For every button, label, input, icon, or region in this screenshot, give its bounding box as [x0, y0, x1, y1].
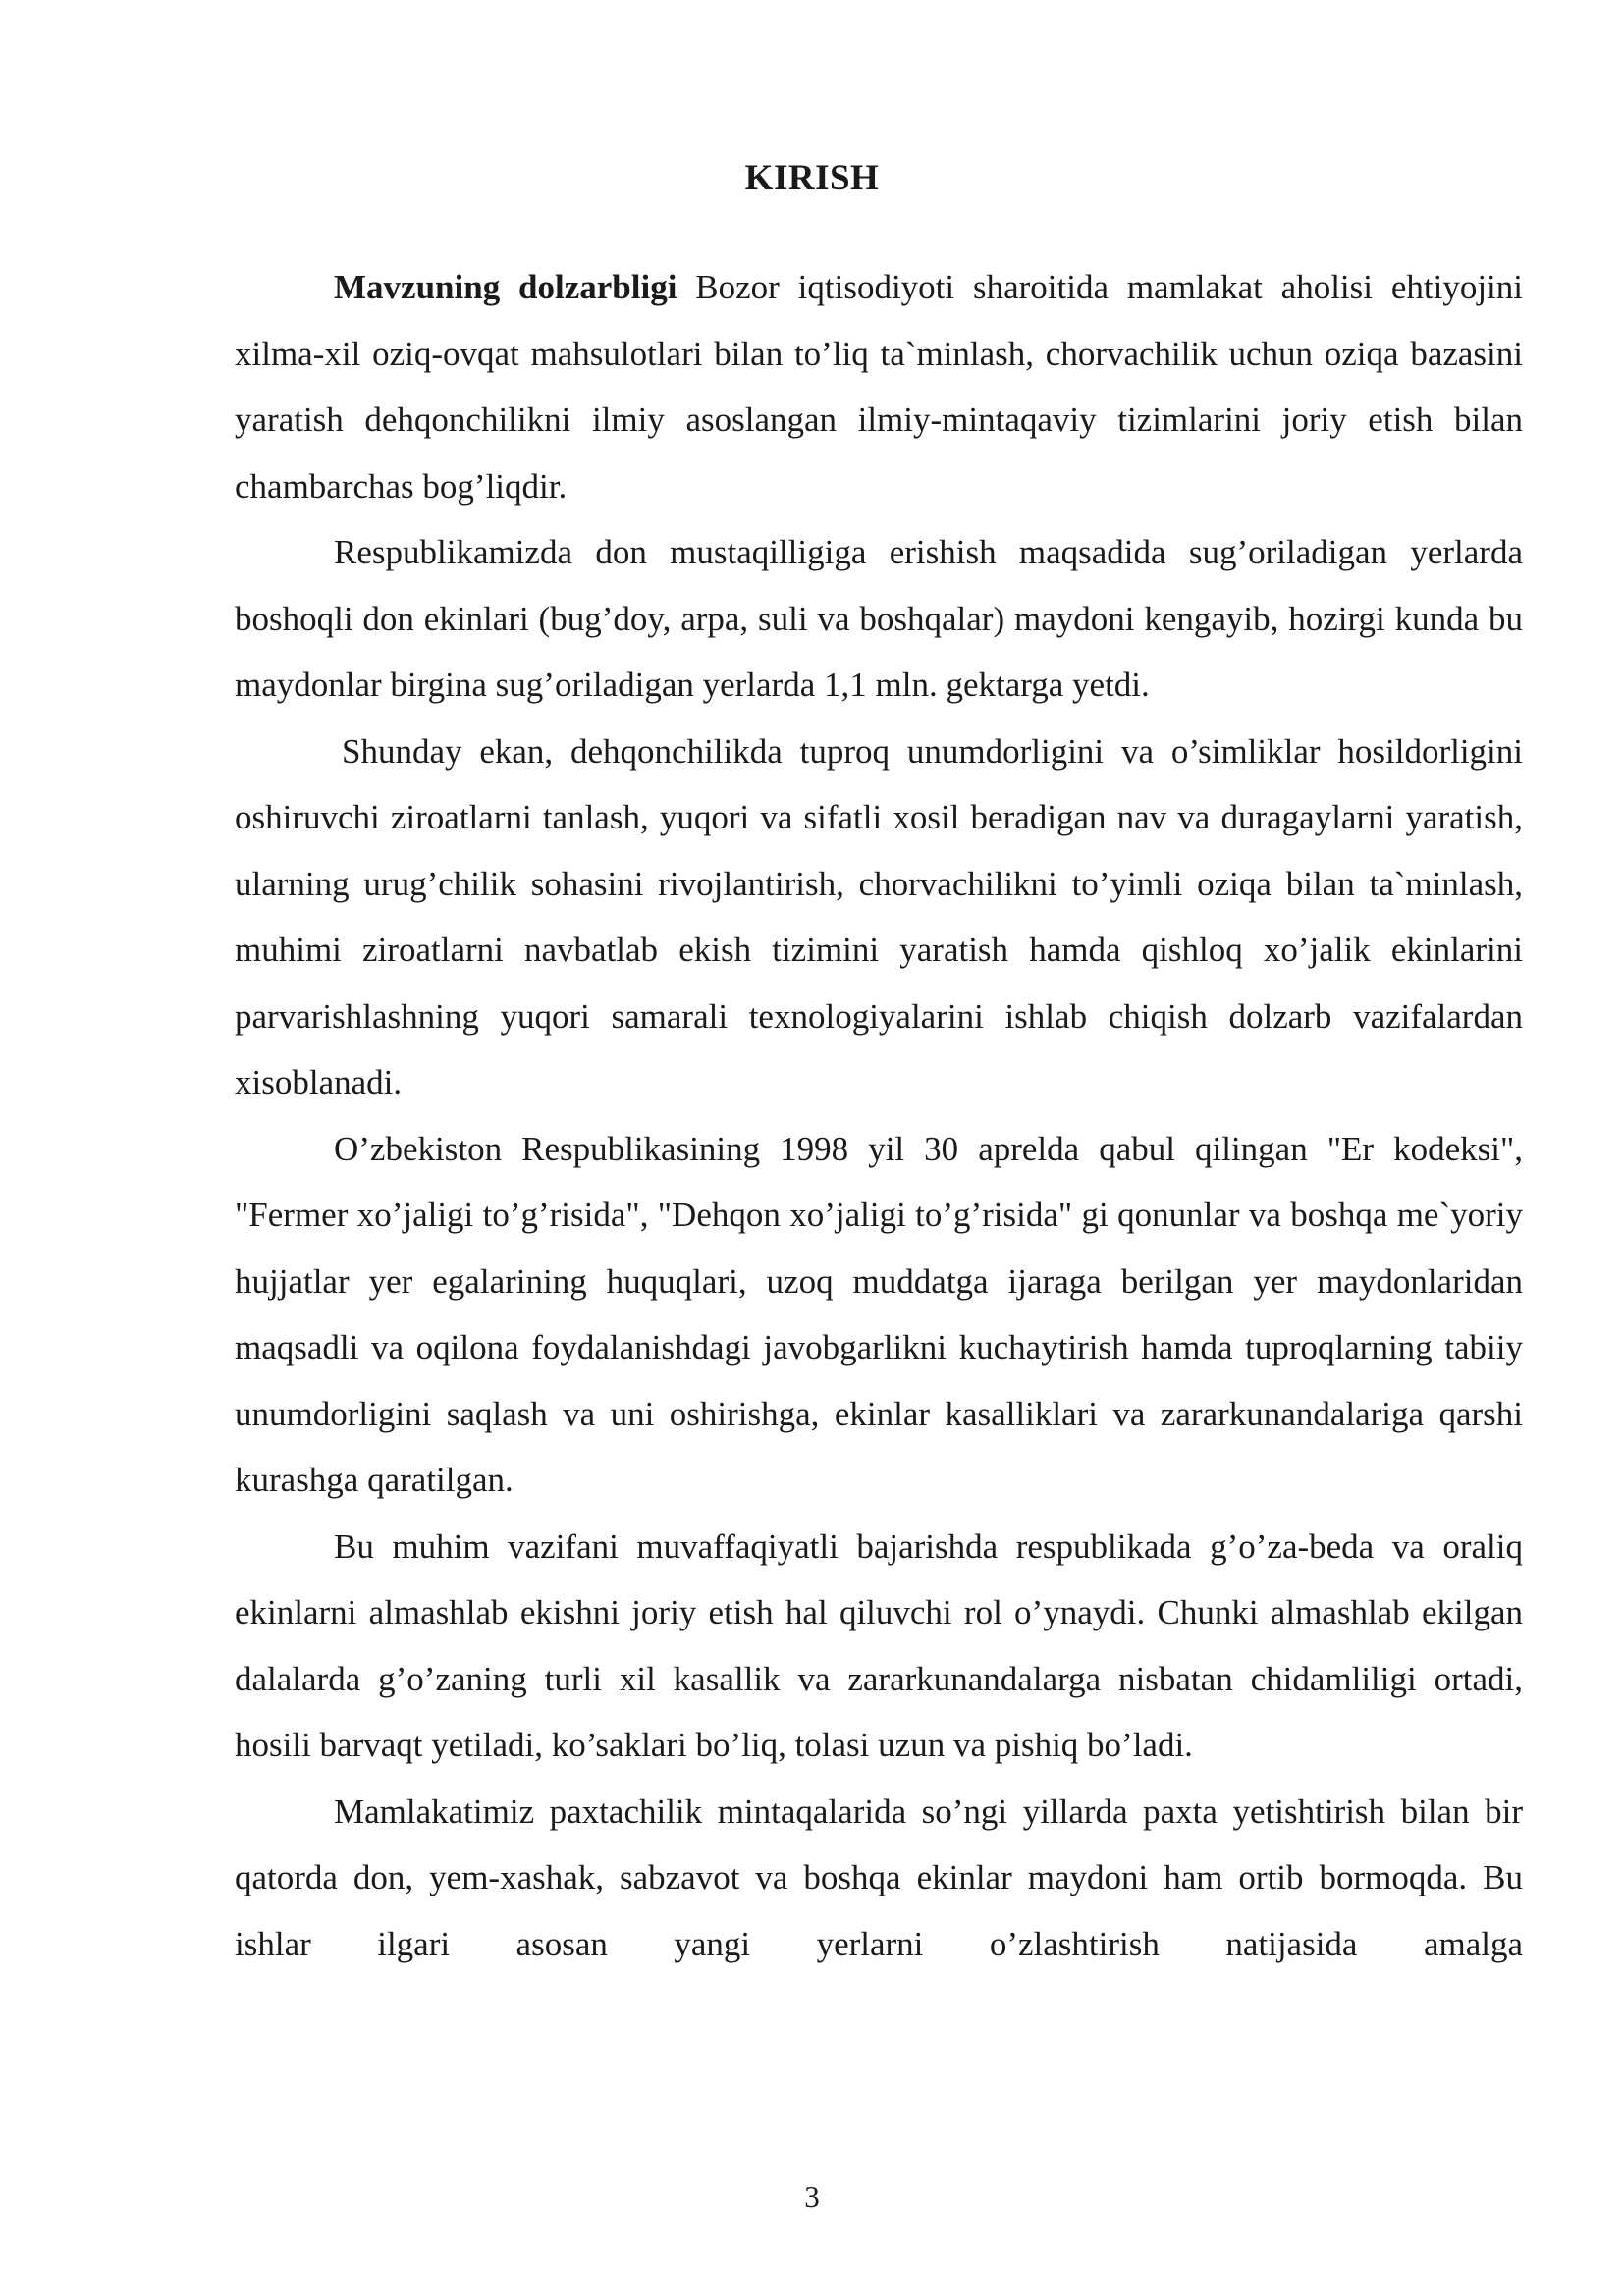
paragraph-soil-fertility: Shunday ekan, dehqonchilikda tuproq unumdorligini va o’simliklar hosildorligini oshiruvchi ziroatlarni tanlash, yuqori va sifatli xosil beradigan nav va duragaylarni yaratish, ularning urug’chilik sohasini rivojlantirish, chorvachilikni to’yimli oziqa bilan ta`minlash, muhimi ziroatlarni navbatlab ekish tizimini yaratish hamda qishloq xo’jalik ekinlarini parvarishlashning yuqori samarali texnologiyalarini ishlab chiqish dolzarb vazifalardan xisoblanadi.: [235, 731, 1523, 1101]
paragraph-relevance: [235, 254, 1523, 519]
body-text: [235, 254, 1523, 1977]
paragraph-land-code: O’zbekiston Respublikasining 1998 yil 30 aprelda qabul qilingan "Er kodeksi", "Fermer xo’jaligi to’g’risida", "Dehqon xo’jaligi to’g’risida" gi qonunlar va boshqa me`yoriy hujjatlar yer egalarining huquqlari, uzoq muddatga ijaraga berilgan yer maydonlaridan maqsadli va oqilona foydalanishdagi javobgarlikni kuchaytirish hamda tuproqlarning tabiiy unumdorligini saqlash va uni oshirishga, ekinlar kasalliklari va zararkunandalariga qarshi kurashga qaratilgan.: [235, 1129, 1523, 1499]
paragraph-crop-rotation: Bu muhim vazifani muvaffaqiyatli bajarishda respublikada g’o’za-beda va oraliq ekinlarni almashlab ekishni joriy etish hal qiluvchi rol o’ynaydi. Chunki almashlab ekilgan dalalarda g’o’zaning turli xil kasallik va zararkunandalarga nisbatan chidamliligi ortadi, hosili barvaqt yetiladi, ko’saklari bo’liq, tolasi uzun va pishiq bo’ladi.: [235, 1526, 1523, 1764]
paragraph-lead: Mavzuning dolzarbligi: [334, 268, 677, 306]
section-heading: KIRISH: [744, 158, 880, 198]
page-number: 3: [804, 2179, 820, 2214]
paragraph-grain-independence: Respublikamizda don mustaqilligiga erishish maqsadida sug’oriladigan yerlarda boshoqli don ekinlari (bug’doy, arpa, suli va boshqalar) maydoni kengayib, hozirgi kunda bu maydonlar birgina sug’oriladigan yerlarda 1,1 mln. gektarga yetdi.: [235, 533, 1523, 704]
paragraph-cotton-regions: Mamlakatimiz paxtachilik mintaqalarida so’ngi yillarda paxta yetishtirish bilan bir qatorda don, yem-xashak, sabzavot va boshqa ekinlar maydoni ham ortib bormoqda. Bu ishlar ilgari asosan yangi yerlarni o’zlashtirish natijasida amalga: [235, 1791, 1523, 1963]
paragraph-text: Bozor iqtisodiyoti sharoitida mamlakat aholisi ehtiyojini xilma-xil oziq-ovqat mahsulotlari bilan to’liq ta`minlash, chorvachilik uchun oziqa bazasini yaratish dehqonchilikni ilmiy asoslangan ilmiy-mintaqaviy tizimlarini joriy etish bilan chambarchas bog’liqdir.: [235, 268, 1523, 506]
